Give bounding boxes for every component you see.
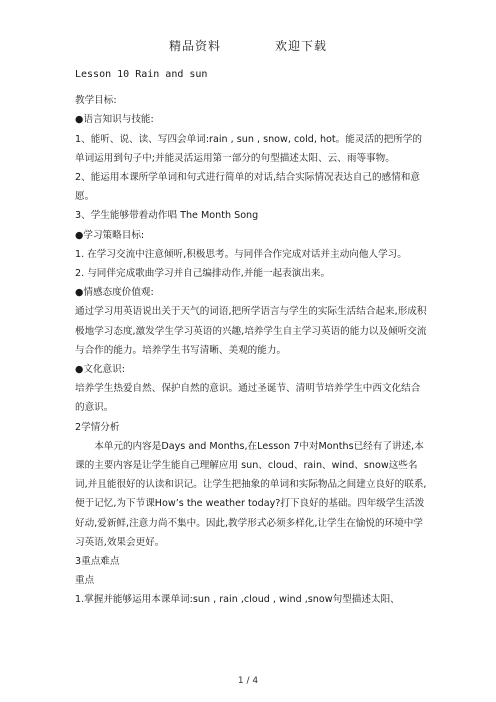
objective-item-2: 2、能运用本课所学单词和句式进行简单的对话,结合实际情况表达自己的感情和意愿。 [75, 172, 420, 203]
bullet-emotional-attitude: ●情感态度价值观: [75, 287, 154, 299]
bullet-learning-strategy: ●学习策略目标: [75, 229, 145, 241]
section-heading-objectives: 教学目标: [75, 95, 117, 107]
header-right-text: 欢迎下载 [275, 39, 328, 53]
bullet-cultural-awareness: ●文化意识: [75, 364, 125, 376]
lesson-title: Lesson 10 Rain and sun [75, 69, 208, 80]
page-header [0, 37, 496, 54]
subheading-key-points: 重点 [75, 575, 95, 587]
student-analysis-text: 本单元的内容是Days and Months,在Lesson 7中对Months已经有了讲述,本课的主要内容是让学生能自己理解应用 sun、cloud、rain、wind、snow这些名词,并且能很好的认读和识记。让学生把抽象的单词和实际物品之间建立良好的联系,便于记忆,为下节课How’s the weather today?打下良好的基础。四年级学生活泼好动,爱新鲜,注意力尚不集中。因此,教学形式必须多样化,让学生在愉悦的环境中学习英语,效果会更好。 [75, 440, 427, 548]
strategy-item-2: 2. 与同伴完成歌曲学习并自己编排动作,并能一起表演出来。 [75, 268, 331, 280]
emotional-attitude-text: 通过学习用英语说出关于天气的词语,把所学语言与学生的实际生活结合起来,形成积极地学习态度,激发学生学习英语的兴趣,培养学生自主学习英语的能力以及倾听交流与合作的能力。培养学生书写清晰、美观的能力。 [75, 306, 427, 356]
bullet-language-skills: ●语言知识与技能: [75, 114, 154, 126]
page-number: 1 / 4 [237, 676, 259, 686]
section-heading-student-analysis: 2学情分析 [75, 421, 120, 433]
document-body [75, 65, 427, 610]
cultural-awareness-text: 培养学生热爱自然、保护自然的意识。通过圣诞节、清明节培养学生中西文化结合的意识。 [75, 383, 421, 414]
section-heading-key-points: 3重点难点 [75, 556, 120, 568]
key-point-item-1: 1.掌握并能够运用本课单词:sun , rain ,cloud , wind ,snow句型描述太阳、 [75, 594, 400, 606]
objective-item-1: 1、能听、说、读、写四会单词:rain , sun , snow, cold, hot。能灵活的把所学的单词运用到句子中;并能灵活运用第一部分的句型描述太阳、云、雨等事物。 [75, 133, 423, 164]
header-left-text: 精品资料 [168, 39, 221, 53]
objective-item-3: 3、学生能够带着动作唱 The Month Song [75, 210, 259, 222]
strategy-item-1: 1. 在学习交流中注意倾听,积极思考。与同伴合作完成对话并主动向他人学习。 [75, 248, 407, 260]
